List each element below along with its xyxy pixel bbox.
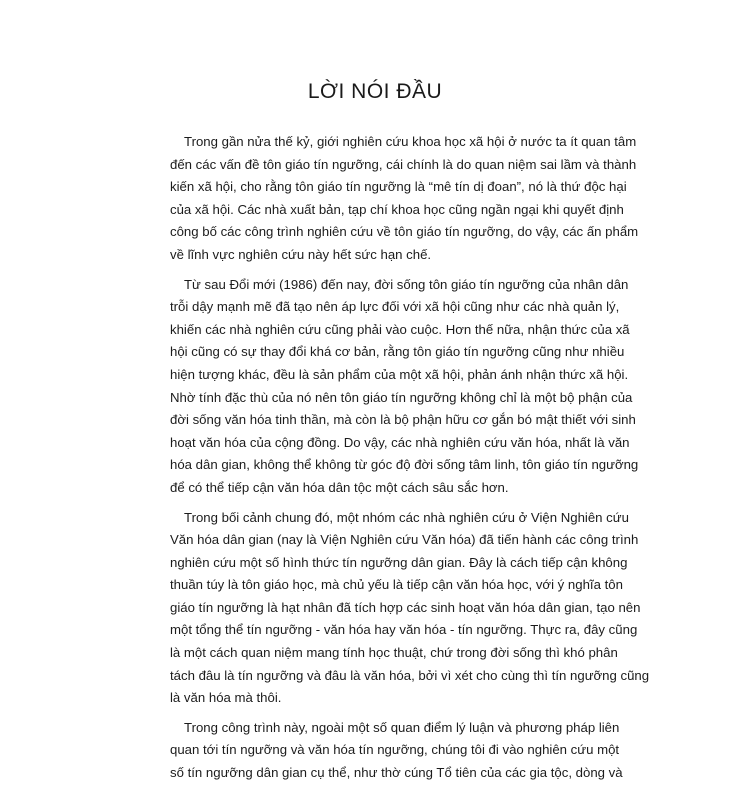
text-line: của xã hội. Các nhà xuất bản, tạp chí khoa học cũng ngần ngại khi quyết định: [170, 201, 624, 217]
text-line: công bố các công trình nghiên cứu về tôn giáo tín ngưỡng, do vậy, các ấn phẩm: [170, 224, 639, 240]
text-line: hóa dân gian, không thể không từ góc độ đời sống tâm linh, tôn giáo tín ngưỡng: [170, 457, 639, 473]
text-line: hội cũng có sự thay đổi khá cơ bản, rằng tôn giáo tín ngưỡng cũng như nhiều: [170, 344, 625, 360]
body-text: [170, 131, 650, 792]
text-line: đời sống văn hóa tinh thần, mà còn là bộ phận hữu cơ gắn bó mật thiết với sinh: [170, 412, 636, 428]
text-line: đến các vấn đề tôn giáo tín ngưỡng, cái chính là do quan niệm sai lầm và thành: [170, 156, 637, 172]
page-title: LỜI NÓI ĐẦU: [307, 80, 443, 103]
text-line: Nhờ tính đặc thù của nó nên tôn giáo tín ngưỡng không chỉ là một bộ phận của: [170, 389, 633, 405]
text-line: là văn hóa mà thôi.: [170, 690, 282, 706]
text-line: trỗi dậy mạnh mẽ đã tạo nên áp lực đối với xã hội cũng như các nhà quản lý,: [170, 299, 620, 315]
text-line: nghiên cứu một số hình thức tín ngưỡng dân gian. Đây là cách tiếp cận không: [170, 554, 628, 570]
paragraph: [170, 131, 639, 267]
text-line: hoạt văn hóa của cộng đồng. Do vậy, các nhà nghiên cứu văn hóa, nhất là văn: [170, 434, 630, 450]
text-line: Từ sau Đổi mới (1986) đến nay, đời sống tôn giáo tín ngưỡng của nhân dân: [184, 276, 629, 292]
text-line: để có thể tiếp cận văn hóa dân tộc một cách sâu sắc hơn.: [170, 479, 509, 495]
text-line: tách đâu là tín ngưỡng và đâu là văn hóa, bởi vì xét cho cùng thì tín ngưỡng cũng: [170, 667, 650, 683]
text-line: khiến các nhà nghiên cứu cũng phải vào cuộc. Hơn thế nữa, nhận thức của xã: [170, 321, 630, 337]
text-line: số tín ngưỡng dân gian cụ thể, như thờ cúng Tổ tiên của các gia tộc, dòng và: [170, 765, 623, 781]
paragraph: [170, 717, 623, 785]
text-line: một tổng thể tín ngưỡng - văn hóa hay văn hóa - tín ngưỡng. Thực ra, đây cũng: [170, 622, 638, 638]
text-line: giáo tín ngưỡng là hạt nhân đã tích hợp các sinh hoạt văn hóa dân gian, tạo nên: [170, 599, 641, 615]
text-line: hiện tượng khác, đều là sản phẩm của một xã hội, phản ánh nhận thức xã hội.: [170, 366, 629, 382]
text-line: là một cách quan niệm mang tính học thuật, chứ trong đời sống thì khó phân: [170, 645, 618, 661]
text-line: Trong công trình này, ngoài một số quan điểm lý luận và phương pháp liên: [184, 719, 620, 735]
text-line: Trong gần nửa thế kỷ, giới nghiên cứu khoa học xã hội ở nước ta ít quan tâm: [184, 134, 637, 149]
text-line: kiến xã hội, cho rằng tôn giáo tín ngưỡng là “mê tín dị đoan”, nó là thứ độc hại: [170, 179, 627, 195]
text-line: Trong bối cảnh chung đó, một nhóm các nhà nghiên cứu ở Viện Nghiên cứu: [184, 509, 629, 525]
text-line: về lĩnh vực nghiên cứu này hết sức hạn chế.: [170, 246, 432, 262]
paragraph: [170, 274, 639, 500]
text-line: Văn hóa dân gian (nay là Viện Nghiên cứu Văn hóa) đã tiến hành các công trình: [170, 532, 639, 548]
text-line: thuần túy là tôn giáo học, mà chủ yếu là tiếp cận văn hóa học, với ý nghĩa tôn: [170, 577, 623, 593]
text-line: quan tới tín ngưỡng và văn hóa tín ngưỡng, chúng tôi đi vào nghiên cứu một: [170, 742, 620, 758]
paragraph: [170, 507, 650, 710]
